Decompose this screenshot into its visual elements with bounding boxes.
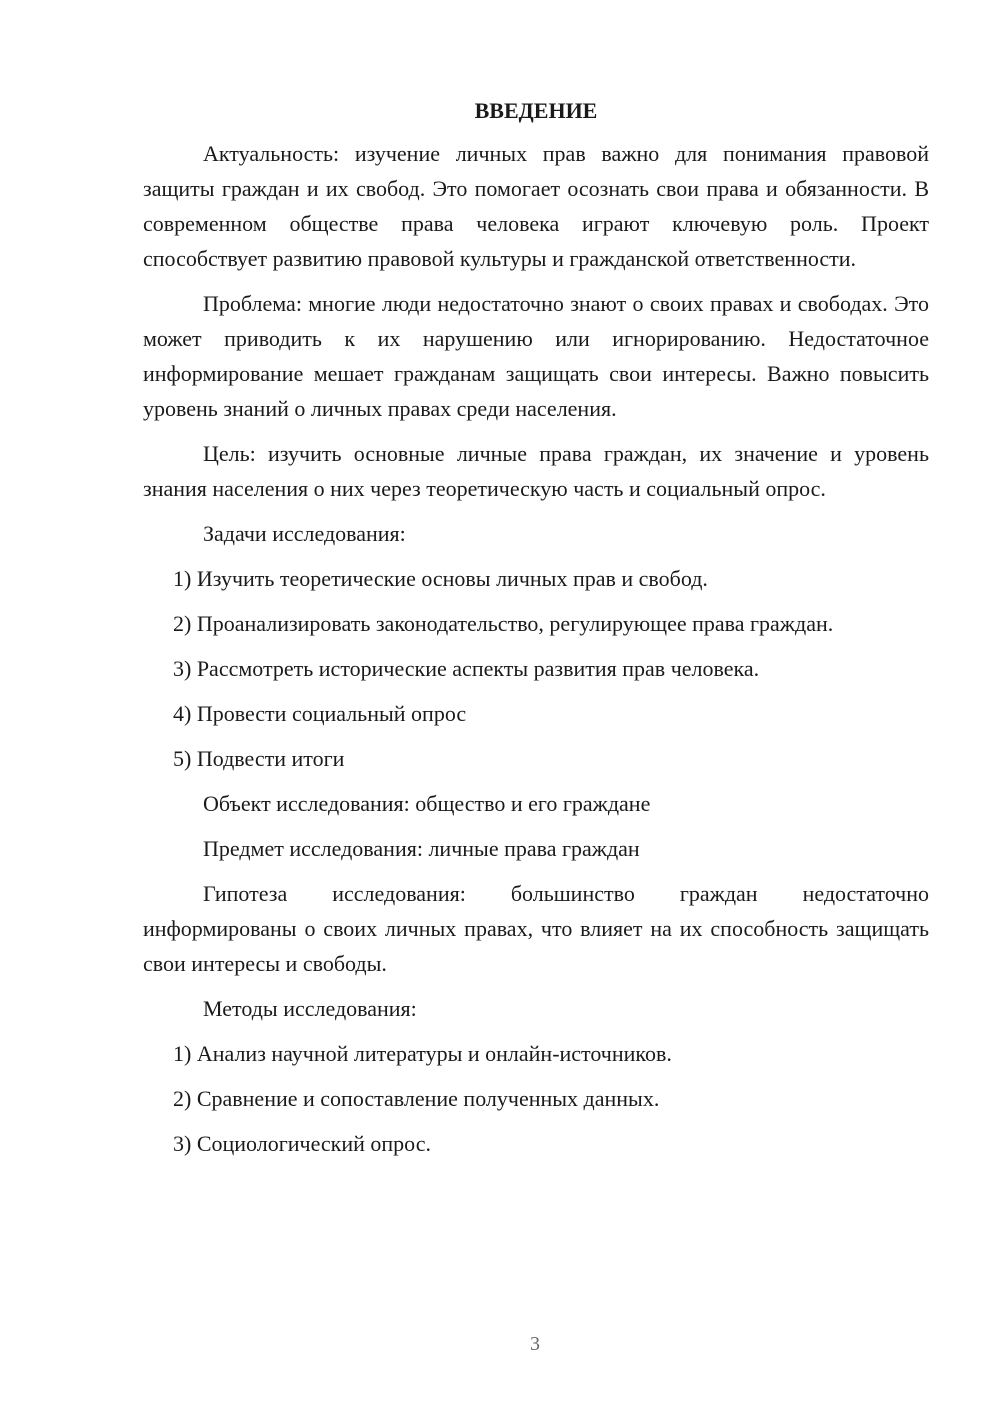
actuality-paragraph: Актуальность: изучение личных прав важно для понимания правовой защиты граждан и их свобод. Это помогает осознать свои права и обязанности. В современном обществе права человека играют ключевую роль. Проект способствует развитию правовой культуры и гражданской ответственности. [143, 141, 929, 271]
task-item: 1) Изучить теоретические основы личных прав и свобод. [173, 566, 708, 591]
problem-paragraph: Проблема: многие люди недостаточно знают о своих правах и свободах. Это может приводить к их нарушению или игнорированию. Недостаточное информирование мешает гражданам защищать свои интересы. Важно повысить уровень знаний о личных правах среди населения. [143, 291, 929, 421]
goal-paragraph: Цель: изучить основные личные права граждан, их значение и уровень знания населения о них через теоретическую часть и социальный опрос. [143, 441, 929, 501]
subject-paragraph: Предмет исследования: личные права граждан [203, 836, 640, 861]
task-item: 5) Подвести итоги [173, 746, 345, 771]
page-title: ВВЕДЕНИЕ [474, 98, 598, 123]
tasks-heading: Задачи исследования: [203, 521, 406, 546]
task-item: 2) Проанализировать законодательство, регулирующее права граждан. [173, 611, 834, 636]
object-paragraph: Объект исследования: общество и его граждане [203, 791, 651, 816]
task-item: 4) Провести социальный опрос [173, 701, 467, 726]
method-item: 1) Анализ научной литературы и онлайн-источников. [173, 1041, 672, 1066]
method-item: 3) Социологический опрос. [173, 1131, 431, 1156]
task-item: 3) Рассмотреть исторические аспекты развития прав человека. [173, 656, 760, 681]
method-item: 2) Сравнение и сопоставление полученных данных. [173, 1086, 660, 1111]
page-number: 3 [530, 1333, 540, 1355]
methods-heading: Методы исследования: [203, 996, 417, 1021]
document-page [143, 96, 929, 1171]
hypothesis-paragraph: Гипотеза исследования: большинство граждан недостаточно информированы о своих личных правах, что влияет на их способность защищать свои интересы и свободы. [143, 881, 929, 976]
